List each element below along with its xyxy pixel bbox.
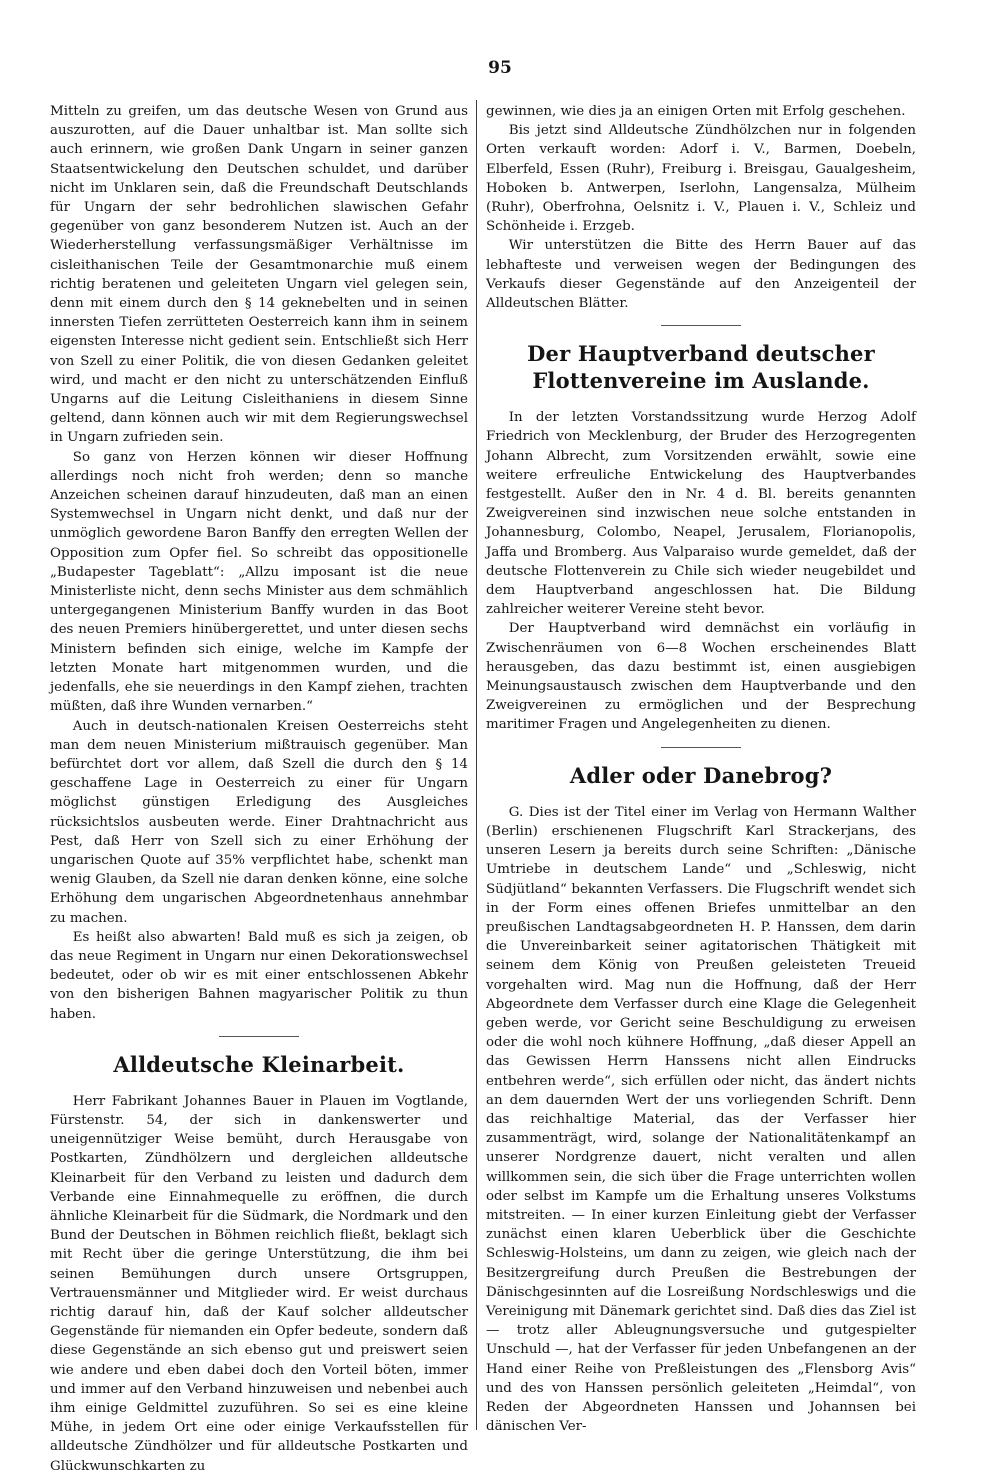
section-separator <box>661 747 741 748</box>
section-heading: Adler oder Danebrog? <box>569 762 833 788</box>
paragraph: Es heißt also abwarten! Bald muß es sich ja zeigen, ob das neue Regiment in Ungarn nur einen Dekorationswechsel bedeutet, oder ob wir es mit einer entschlossenen Abkehr von den bisherigen Bahnen magyarischer Politik zu thun haben. <box>50 929 468 1022</box>
paragraph: Auch in deutsch-nationalen Kreisen Oesterreichs steht man dem neuen Ministerium mißtrauisch gegenüber. Man befürchtet dort vor allem, daß Szell die durch den § 14 geschaffene Lage in Oesterreich zu einer für Ungarn möglichst günstigen Erledigung des Ausgleiches rücksichtslos ausbeuten werde. Einer Drahtnachricht aus Pest, daß Herr von Szell sich zu einer Erhöhung der ungarischen Quote auf 35% verpflichtet habe, schenkt man wenig Glauben, da Szell nie daran denken könne, eine solche Erhöhung dem ungarischen Abgeordnetenhaus annehmbar zu machen. <box>50 718 468 926</box>
section-heading: Alldeutsche Kleinarbeit. <box>113 1051 405 1077</box>
paragraph: gewinnen, wie dies ja an einigen Orten mit Erfolg geschehen. <box>486 104 906 119</box>
section-heading: Der Hauptverband deutscher Flottenvereine im Auslande. <box>527 341 875 394</box>
right-column <box>486 102 916 1435</box>
paragraph: In der letzten Vorstandssitzung wurde Herzog Adolf Friedrich von Mecklenburg, der Bruder des Herzogregenten Johann Albrecht, zum Vorsitzenden erwählt, sowie eine weitere erfreuliche Entwickelung des Hauptverbandes festgestellt. Außer den in Nr. 4 d. Bl. bereits genannten Zweigvereinen sind inzwischen neue solche entstanden in Johannesburg, Colombo, Neapel, Jerusalem, Florianopolis, Jaffa und Bromberg. Aus Valparaiso wurde gemeldet, daß der deutsche Flottenverein zu Chile sich wieder neugebildet und dem Hauptverband angeschlossen hat. Die Bildung zahlreicher weiterer Vereine steht bevor. <box>486 410 916 618</box>
paragraph: Wir unterstützen die Bitte des Herrn Bauer auf das lebhafteste und verweisen wegen der Bedingungen des Verkaufs dieser Gegenstände auf den Anzeigenteil der Alldeutschen Blätter. <box>486 238 916 312</box>
paragraph: Mitteln zu greifen, um das deutsche Wesen von Grund aus auszurotten, auf die Dauer unhaltbar ist. Man sollte sich auch erinnern, wie großen Dank Ungarn in seiner ganzen Staatsentwickelung den Deutschen schuldet, und darüber nicht im Unklaren sein, daß die Freundschaft Deutschlands für Ungarn der sehr bedrohlichen slawischen Gefahr gegenüber von ganz besonderem Nutzen ist. Auch an der Wiederherstellung verfassungsmäßiger Verhältnisse im cisleithanischen Teile der Gesamtmonarchie muß einem richtig beratenen und geleiteten Ungarn viel gelegen sein, denn mit einem durch den § 14 geknebelten und in seinen innersten Tiefen zerrütteten Oesterreich kann ihm in seinem eigensten Interesse nicht gedient sein. Entschließt sich Herr von Szell zu einer Politik, die von diesen Gedanken geleitet wird, und macht er den nicht zu unterschätzenden Einfluß Ungarns auf die Leitung Cisleithaniens in diesem Sinne geltend, dann können auch wir mit dem Regierungswechsel in Ungarn zufrieden sein. <box>50 104 468 446</box>
page-number: 95 <box>488 58 512 78</box>
left-column <box>50 102 468 1474</box>
section-separator <box>661 325 741 326</box>
paragraph: Bis jetzt sind Alldeutsche Zündhölzchen nur in folgenden Orten verkauft worden: Adorf i. V., Barmen, Doebeln, Elberfeld, Essen (Ruhr), Freiburg i. Breisgau, Gaualgesheim, Hoboken b. Antwerpen, Iserlohn, Langensalza, Mülheim (Ruhr), Oberfrohna, Oelsnitz i. V., Plauen i. V., Schleiz und Schönheide i. Erzgeb. <box>486 123 916 235</box>
paragraph: So ganz von Herzen können wir dieser Hoffnung allerdings noch nicht froh werden; denn so manche Anzeichen scheinen darauf hinzudeuten, daß man an einen Systemwechsel in Ungarn nicht denkt, und daß nur der unmöglich gewordene Baron Banffy den erregten Wellen der Opposition zum Opfer fiel. So schreibt das oppositionelle „Budapester Tageblatt“: „Allzu imposant ist die neue Ministerliste nicht, denn sechs Minister aus dem schmählich untergegangenen Ministerium Banffy wurden in das Boot des neuen Premiers hinübergerettet, und unter diesen sechs Ministern befinden sich einige, welche im Kampfe der letzten Monate hart mitgenommen wurden, und die jedenfalls, ehe sie neuerdings in den Kampf ziehen, trachten müßten, daß ihre Wunden vernarben.“ <box>50 449 468 715</box>
column-divider <box>476 100 477 1430</box>
paragraph: Der Hauptverband wird demnächst ein vorläufig in Zwischenräumen von 6—8 Wochen erscheinendes Blatt herausgeben, das dazu bestimmt ist, einen ausgiebigen Meinungsaustausch zwischen dem Hauptverbande und den Zweigvereinen zu ermöglichen und der Besprechung maritimer Fragen und Angelegenheiten zu dienen. <box>486 621 916 733</box>
paragraph: G. Dies ist der Titel einer im Verlag von Hermann Walther (Berlin) erschienenen Flugschrift Karl Strackerjans, des unseren Lesern ja bereits durch seine Schriften: „Dänische Umtriebe in deutschem Lande“ und „Schleswig, nicht Südjütland“ bekannten Verfassers. Die Flugschrift wendet sich in der Form eines offenen Briefes unmittelbar an den preußischen Landtagsabgeordneten H. P. Hanssen, dem darin die Unvereinbarkeit seiner agitatorischen Thätigkeit mit seinem dem König von Preußen geleisteten Treueid vorgehalten wird. Mag nun die Hoffnung, daß der Herr Abgeordnete dem Verfasser durch eine Klage die Gelegenheit geben werde, vor Gericht seine Beschuldigung zu erweisen oder die wohl noch kühnere Hoffnung, „daß dieser Appell an das Gewissen Herrn Hanssens nicht allen Eindrucks entbehren werde“, sich erfüllen oder nicht, das ändert nichts an dem dauernden Wert der uns vorliegenden Schrift. Denn das reichhaltige Material, das der Verfasser hier zusammenträgt, wird, solange der Nationalitätenkampf an unserer Nordgrenze dauert, nicht veralten und allen willkommen sein, die sich über die Frage unterrichten wollen oder selbst im Kampfe um die Erhaltung unseres Volkstums mitstreiten. — In einer kurzen Einleitung giebt der Verfasser zunächst einen klaren Ueberblick über die Geschichte Schleswig-Holsteins, um dann zu zeigen, wie gleich nach der Besitzergreifung durch Preußen die Bestrebungen der Dänischgesinnten auf die Losreißung Nordschleswigs und die Vereinigung mit Dänemark gerichtet sind. Daß dies das Ziel ist — trotz aller Ableugnungsversuche und gutgespielter Unschuld —, hat der Verfasser für jeden Unbefangenen an der Hand einer Reihe von Preßleistungen des „Flensborg Avis“ und des von Hanssen persönlich geleiteten „Heimdal“, von Reden der Abgeordneten Hanssen und Johannsen bei dänischen Ver- <box>486 804 916 1435</box>
section-separator <box>219 1036 299 1037</box>
paragraph: Herr Fabrikant Johannes Bauer in Plauen im Vogtlande, Fürstenstr. 54, der sich in dankenswerter und uneigennütziger Weise bemüht, durch Herausgabe von Postkarten, Zündhölzern und dergleichen alldeutsche Kleinarbeit für den Verband zu leisten und dadurch dem Verbande eine Einnahmequelle zu eröffnen, die durch ähnliche Kleinarbeit für die Südmark, die Nordmark und den Bund der Deutschen in Böhmen reichlich fließt, beklagt sich mit Recht über die geringe Unterstützung, die ihm bei seinen Bemühungen durch unsere Ortsgruppen, Vertrauensmänner und Mitglieder wird. Er weist durchaus richtig darauf hin, daß der Kauf solcher alldeutscher Gegenstände für niemanden ein Opfer bedeute, sondern daß diese Gegenstände an sich ebenso gut und preiswert seien wie andere und eben dabei doch den Vorteil böten, immer und immer auf den Verband hinzuweisen und nebenbei auch ihm einige Geldmittel zuzuführen. So sei es eine kleine Mühe, in jedem Ort eine oder einige Verkaufsstellen für alldeutsche Zündhölzer und für alldeutsche Postkarten und Glückwunschkarten zu <box>50 1093 468 1474</box>
